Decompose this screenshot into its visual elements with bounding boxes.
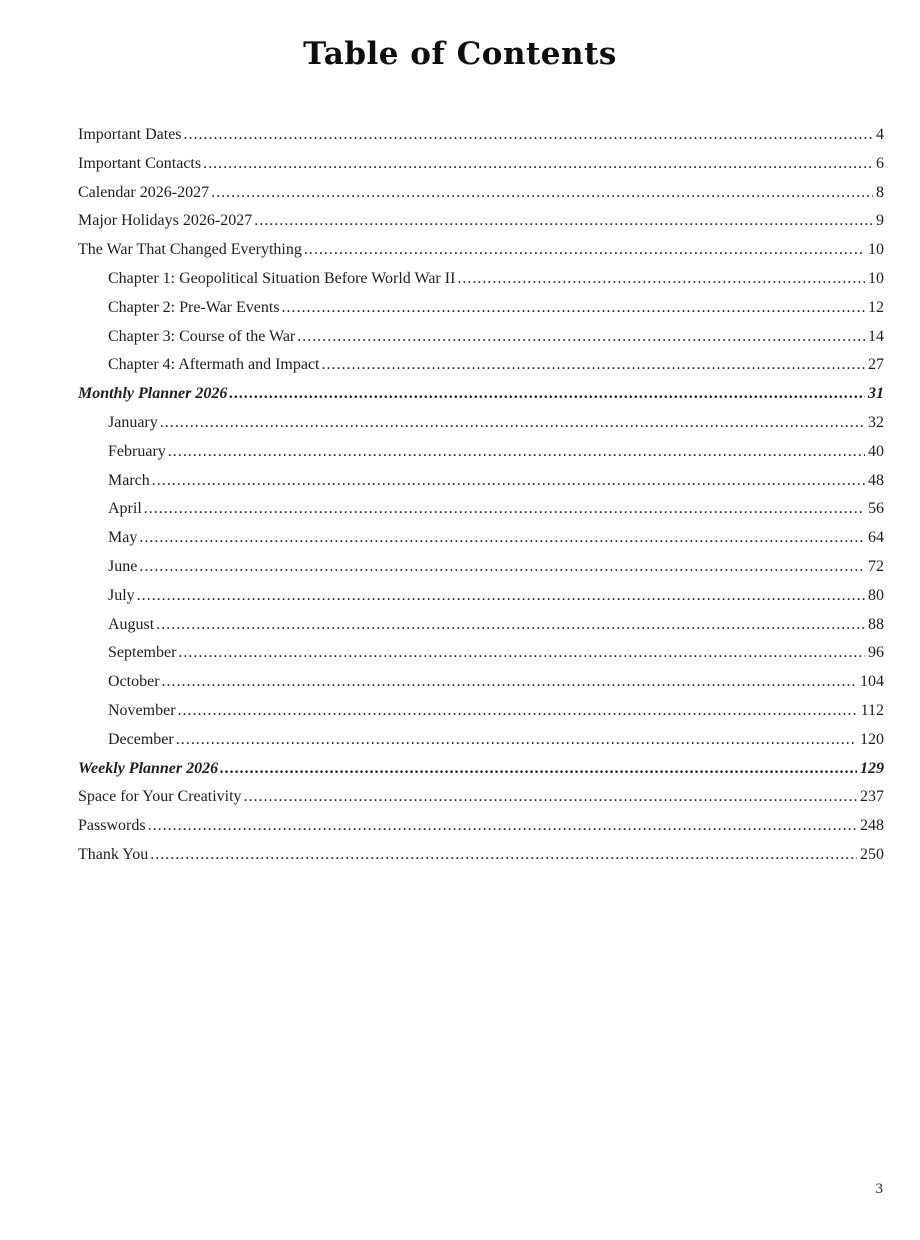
toc-entry[interactable] bbox=[78, 495, 884, 524]
toc-leader-dots bbox=[321, 351, 865, 380]
toc-entry-page: 14 bbox=[868, 327, 884, 345]
toc-entry-page: 88 bbox=[868, 615, 884, 633]
toc-leader-dots bbox=[220, 755, 857, 784]
toc-entry-label: April bbox=[108, 500, 142, 518]
toc-entry-page: 248 bbox=[860, 817, 884, 835]
table-of-contents bbox=[78, 121, 884, 870]
toc-leader-dots bbox=[148, 812, 857, 841]
toc-entry-page: 40 bbox=[868, 442, 884, 460]
toc-entry[interactable] bbox=[78, 236, 884, 265]
toc-entry-label: September bbox=[108, 644, 177, 662]
toc-entry-page: 120 bbox=[860, 730, 884, 748]
toc-entry-page: 72 bbox=[868, 557, 884, 575]
toc-entry-page: 250 bbox=[860, 845, 884, 863]
toc-entry-label: January bbox=[108, 413, 158, 431]
toc-entry-page: 56 bbox=[868, 500, 884, 518]
toc-entry[interactable] bbox=[78, 697, 884, 726]
toc-entry-label: Chapter 3: Course of the War bbox=[108, 327, 296, 345]
toc-entry-page: 27 bbox=[868, 356, 884, 374]
toc-entry-label: July bbox=[108, 586, 135, 604]
toc-leader-dots bbox=[211, 179, 873, 208]
toc-leader-dots bbox=[229, 380, 865, 409]
toc-entry[interactable] bbox=[78, 553, 884, 582]
toc-entry-page: 6 bbox=[876, 154, 884, 172]
toc-entry[interactable] bbox=[78, 841, 884, 870]
toc-entry-label: Space for Your Creativity bbox=[78, 788, 242, 806]
toc-entry[interactable] bbox=[78, 323, 884, 352]
toc-entry-page: 48 bbox=[868, 471, 884, 489]
toc-leader-dots bbox=[178, 639, 865, 668]
toc-entry[interactable] bbox=[78, 467, 884, 496]
toc-entry-page: 31 bbox=[868, 385, 884, 403]
toc-leader-dots bbox=[244, 783, 857, 812]
toc-entry-page: 32 bbox=[868, 413, 884, 431]
toc-leader-dots bbox=[304, 236, 865, 265]
toc-entry-page: 12 bbox=[868, 298, 884, 316]
toc-leader-dots bbox=[150, 841, 857, 870]
toc-entry-page: 96 bbox=[868, 644, 884, 662]
toc-entry-label: The War That Changed Everything bbox=[78, 241, 302, 259]
toc-entry[interactable] bbox=[78, 294, 884, 323]
toc-entry-page: 64 bbox=[868, 529, 884, 547]
toc-leader-dots bbox=[162, 668, 857, 697]
toc-entry-page: 8 bbox=[876, 183, 884, 201]
toc-leader-dots bbox=[137, 582, 865, 611]
toc-entry[interactable] bbox=[78, 121, 884, 150]
toc-entry[interactable] bbox=[78, 639, 884, 668]
toc-entry-label: August bbox=[108, 615, 155, 633]
toc-leader-dots bbox=[254, 207, 873, 236]
toc-leader-dots bbox=[160, 409, 865, 438]
toc-entry[interactable] bbox=[78, 265, 884, 294]
toc-entry[interactable] bbox=[78, 582, 884, 611]
toc-entry-label: Calendar 2026-2027 bbox=[78, 183, 210, 201]
toc-entry-page: 129 bbox=[860, 759, 884, 777]
toc-entry-label: Chapter 4: Aftermath and Impact bbox=[108, 356, 320, 374]
toc-entry-label: Passwords bbox=[78, 817, 146, 835]
toc-leader-dots bbox=[168, 438, 865, 467]
toc-entry[interactable] bbox=[78, 524, 884, 553]
toc-leader-dots bbox=[178, 697, 858, 726]
toc-entry[interactable] bbox=[78, 179, 884, 208]
toc-entry[interactable] bbox=[78, 755, 884, 784]
toc-entry[interactable] bbox=[78, 611, 884, 640]
toc-entry[interactable] bbox=[78, 668, 884, 697]
toc-leader-dots bbox=[139, 553, 865, 582]
toc-leader-dots bbox=[184, 121, 873, 150]
toc-entry-label: Important Dates bbox=[78, 126, 182, 143]
toc-entry-label: February bbox=[108, 442, 166, 460]
toc-leader-dots bbox=[152, 467, 865, 496]
toc-entry-label: November bbox=[108, 701, 176, 719]
toc-entry-label: Monthly Planner 2026 bbox=[78, 385, 228, 403]
page-title: Table of Contents bbox=[303, 36, 617, 72]
toc-entry-label: Chapter 1: Geopolitical Situation Before World War II bbox=[108, 269, 456, 287]
toc-entry-label: December bbox=[108, 730, 174, 748]
toc-entry-label: March bbox=[108, 471, 150, 489]
toc-entry-page: 9 bbox=[876, 212, 884, 230]
toc-leader-dots bbox=[457, 265, 865, 294]
toc-entry-label: Thank You bbox=[78, 845, 149, 863]
toc-entry-page: 10 bbox=[868, 269, 884, 287]
toc-entry[interactable] bbox=[78, 380, 884, 409]
toc-leader-dots bbox=[144, 495, 865, 524]
toc-entry-label: Weekly Planner 2026 bbox=[78, 759, 219, 777]
toc-entry-page: 10 bbox=[868, 241, 884, 259]
footer-page-number: 3 bbox=[875, 1181, 883, 1197]
toc-entry[interactable] bbox=[78, 207, 884, 236]
toc-leader-dots bbox=[139, 524, 865, 553]
toc-entry-page: 112 bbox=[860, 701, 884, 719]
toc-leader-dots bbox=[176, 726, 857, 755]
toc-entry-label: May bbox=[108, 529, 138, 547]
toc-entry-label: Important Contacts bbox=[78, 154, 202, 172]
toc-leader-dots bbox=[203, 150, 873, 179]
toc-entry-label: Chapter 2: Pre-War Events bbox=[108, 298, 280, 316]
toc-entry-label: Major Holidays 2026-2027 bbox=[78, 212, 253, 230]
toc-entry[interactable] bbox=[78, 438, 884, 467]
toc-entry[interactable] bbox=[78, 150, 884, 179]
toc-leader-dots bbox=[297, 323, 865, 352]
toc-entry[interactable] bbox=[78, 351, 884, 380]
toc-entry-page: 237 bbox=[860, 788, 884, 806]
toc-entry-page: 104 bbox=[860, 673, 884, 691]
toc-entry-label: October bbox=[108, 673, 160, 691]
toc-entry[interactable] bbox=[78, 783, 884, 812]
toc-entry[interactable] bbox=[78, 409, 884, 438]
toc-entry[interactable] bbox=[78, 812, 884, 841]
toc-leader-dots bbox=[282, 294, 865, 323]
toc-leader-dots bbox=[156, 611, 865, 640]
toc-entry-label: June bbox=[108, 557, 138, 575]
toc-entry-page: 4 bbox=[876, 126, 884, 143]
toc-entry-page: 80 bbox=[868, 586, 884, 604]
toc-entry[interactable] bbox=[78, 726, 884, 755]
